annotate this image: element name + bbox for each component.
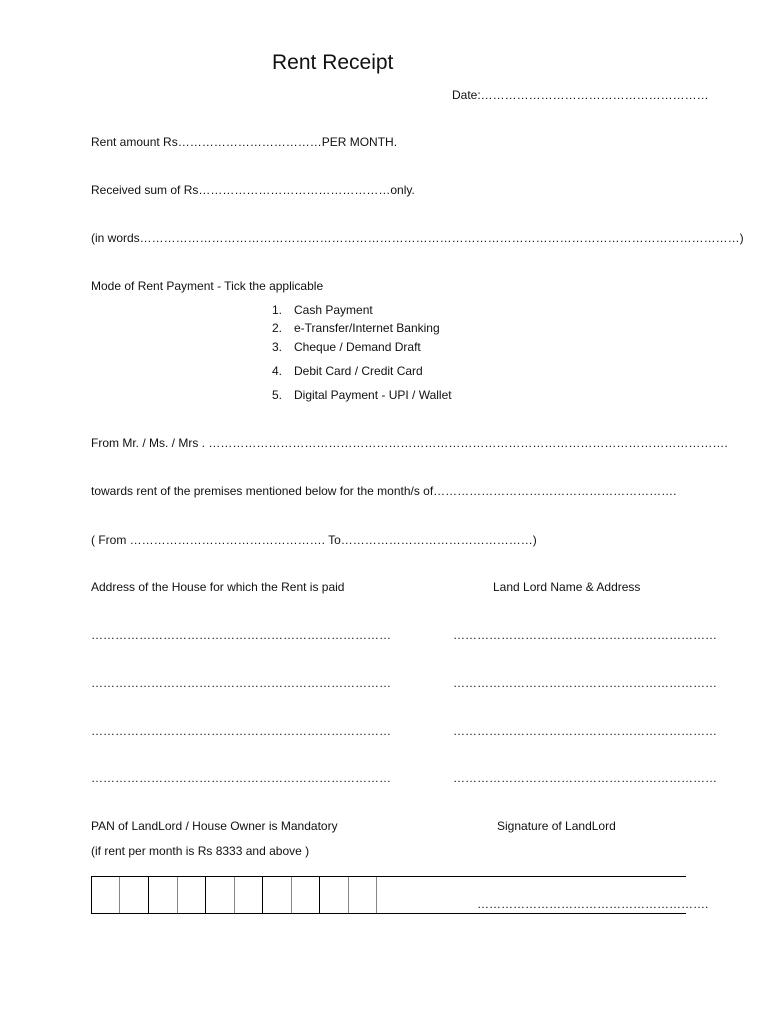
option-label: Digital Payment - UPI / Wallet (294, 388, 452, 402)
per-month-label: PER MONTH. (321, 135, 398, 149)
payment-option (272, 304, 373, 316)
only-label: only. (390, 183, 415, 197)
option-label: Cheque / Demand Draft (294, 340, 421, 354)
pan-digit-cell[interactable] (205, 877, 206, 913)
pan-digit-cell[interactable] (91, 877, 92, 913)
option-number: 1. (272, 303, 283, 317)
received-sum-label: Received sum of Rs (91, 183, 199, 197)
option-number: 4. (272, 364, 283, 378)
payment-option (272, 365, 423, 377)
pan-digit-cell[interactable] (319, 877, 320, 913)
house-address-line: ………………………………………………………………… (91, 724, 391, 738)
received-sum-blank: ………………………………………… (198, 183, 391, 197)
in-words-line: (in words……………………………………………………………………………………………………………………………………) (91, 231, 744, 245)
pan-heading: PAN of LandLord / House Owner is Mandatory (91, 819, 338, 833)
rent-month-line: towards rent of the premises mentioned below for the month/s of……………………………………………………. (91, 484, 677, 498)
receipt-title: Rent Receipt (272, 51, 394, 74)
signature-heading: Signature of LandLord (497, 819, 616, 833)
pan-digit-cell[interactable] (348, 877, 349, 913)
pan-digit-cell[interactable] (291, 877, 292, 913)
payment-option (272, 341, 421, 353)
pan-box-divider (376, 877, 377, 913)
option-label: Cash Payment (294, 303, 373, 317)
date-field: Date:………………………………………………… (452, 88, 709, 102)
option-label: Debit Card / Credit Card (294, 364, 423, 378)
rent-amount-blank: ……………………………… (177, 135, 322, 149)
rent-amount-line (91, 136, 397, 148)
house-address-heading: Address of the House for which the Rent is paid (91, 580, 345, 594)
payment-mode-heading: Mode of Rent Payment - Tick the applicable (91, 279, 324, 293)
pan-digit-cell[interactable] (262, 877, 263, 913)
pan-digit-cell[interactable] (148, 877, 149, 913)
house-address-line: ………………………………………………………………… (91, 771, 391, 785)
signature-line: …………………………………………………. (477, 897, 709, 911)
house-address-line: ………………………………………………………………… (91, 628, 391, 642)
landlord-address-line: ………………………………………………………… (453, 676, 717, 690)
rent-period-line: ( From …………………………………………. To…………………………………………) (91, 533, 537, 547)
pan-digit-cell[interactable] (234, 877, 235, 913)
landlord-address-line: ………………………………………………………… (453, 628, 717, 642)
tenant-name-line: From Mr. / Ms. / Mrs . …………………………………………………………………………………………………………………. (91, 436, 728, 450)
house-address-line: ………………………………………………………………… (91, 676, 391, 690)
payment-option (272, 322, 440, 334)
landlord-address-heading: Land Lord Name & Address (493, 580, 641, 594)
landlord-address-line: ………………………………………………………… (453, 724, 717, 738)
landlord-address-line: ………………………………………………………… (453, 771, 717, 785)
received-sum-line (91, 184, 415, 196)
pan-threshold-note: (if rent per month is Rs 8333 and above ) (91, 844, 310, 858)
option-number: 2. (272, 321, 283, 335)
option-label: e-Transfer/Internet Banking (294, 321, 440, 335)
rent-amount-label: Rent amount Rs (91, 135, 178, 149)
option-number: 3. (272, 340, 283, 354)
pan-digit-cell[interactable] (177, 877, 178, 913)
payment-option (272, 389, 452, 401)
option-number: 5. (272, 388, 283, 402)
pan-digit-cell[interactable] (119, 877, 120, 913)
